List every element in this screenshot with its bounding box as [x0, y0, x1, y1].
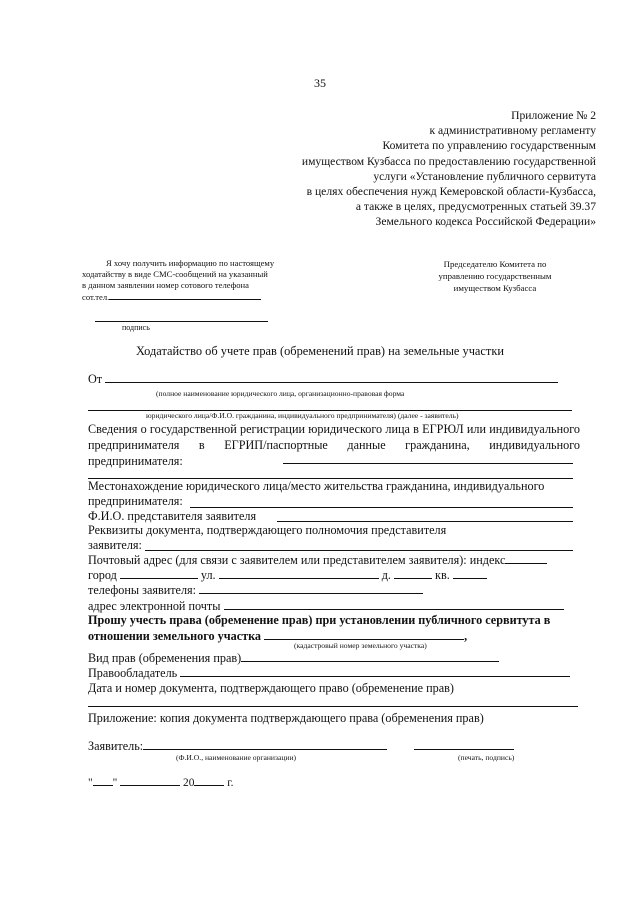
request-comma: ,	[464, 629, 468, 643]
document-title: Ходатайство об учете прав (обременений прав) на земельные участки	[136, 344, 504, 358]
phones-field[interactable]	[199, 581, 423, 594]
doc-date-field[interactable]	[88, 706, 578, 707]
year-suffix: г.	[227, 777, 234, 789]
appendix-line: имуществом Кузбасса по предоставлению государственной	[301, 154, 596, 168]
cadastral-caption: (кадастровый номер земельного участка)	[294, 641, 427, 650]
applicant-row	[88, 737, 514, 754]
rights-type-field[interactable]	[241, 649, 499, 662]
phones-row	[88, 581, 423, 598]
addressee-line: управлению государственным	[438, 271, 552, 281]
registration-field[interactable]	[283, 463, 573, 464]
location-line: Местонахождение юридического лица/место жительства гражданина, индивидуального	[88, 479, 545, 493]
request-line: Прошу учесть права (обременение прав) при установлении публичного сервитута в	[88, 613, 551, 627]
from-caption-2: юридического лица/Ф.И.О. гражданина, индивидуального предпринимателя) (далее - заявитель)	[146, 411, 459, 420]
holder-label: Правообладатель	[88, 666, 178, 680]
registration-text: Сведения о государственной регистрации юридического лица в ЕГРЮЛ или индивидуального предпринимателя в ЕГРИП/паспортные данные гражданина, индивидуального предпринимателя:	[88, 422, 580, 468]
day-field[interactable]	[93, 773, 113, 786]
attachment-text: Приложение: копия документа подтверждающего права (обременения прав)	[88, 711, 484, 725]
appendix-line: к административному регламенту	[429, 124, 596, 138]
sms-notice-line: в данном заявлении номер сотового телефона	[82, 280, 249, 290]
house-label: д.	[381, 568, 391, 582]
house-field[interactable]	[394, 566, 432, 579]
date-quote-close: "	[112, 777, 118, 789]
date-row	[88, 773, 234, 791]
holder-row	[88, 664, 570, 681]
from-caption: (полное наименование юридического лица, организационно-правовая форма	[156, 389, 405, 398]
apt-label: кв.	[435, 568, 450, 582]
applicant-field[interactable]	[143, 737, 387, 750]
appendix-line: Земельного кодекса Российской Федерации»	[375, 215, 596, 229]
cadastral-field[interactable]	[264, 627, 464, 640]
email-field[interactable]	[224, 597, 564, 610]
from-label: От	[88, 372, 103, 386]
phone-field[interactable]	[109, 291, 261, 300]
addressee-line: Председателю Комитета по	[443, 259, 547, 269]
holder-field[interactable]	[180, 664, 570, 677]
sms-phone-label: сот.тел.	[82, 292, 110, 302]
sms-notice-line: ходатайству в виде СМС-сообщений на указанный	[82, 269, 268, 279]
seal-field[interactable]	[414, 737, 514, 750]
street-field[interactable]	[219, 566, 379, 579]
date-quote-open: "	[88, 777, 93, 789]
sms-phone-row	[82, 291, 304, 303]
appendix-line: в целях обеспечения нужд Кемеровской области-Кузбасса,	[306, 185, 596, 199]
street-label: ул.	[200, 568, 216, 582]
doc-details-line: Реквизиты документа, подтверждающего полномочия представителя	[88, 523, 447, 537]
signature-caption: подпись	[122, 323, 150, 332]
doc-details-line: заявителя:	[88, 538, 142, 552]
from-row	[88, 370, 558, 387]
appendix-line: услуги «Установление публичного сервитута	[373, 169, 596, 183]
appendix-line: а также в целях, предусмотренных статьей 39.37	[355, 200, 596, 214]
city-field[interactable]	[120, 566, 198, 579]
appendix-line: Комитета по управлению государственным	[382, 139, 596, 153]
postal-label: Почтовый адрес (для связи с заявителем или представителем заявителя): индекс	[88, 553, 506, 567]
month-field[interactable]	[120, 773, 180, 786]
applicant-caption: (Ф.И.О., наименование организации)	[176, 753, 297, 762]
location-line: предпринимателя:	[88, 494, 183, 508]
sms-notice-line: Я хочу получить информацию по настоящему	[106, 258, 275, 268]
doc-date-label: Дата и номер документа, подтверждающего право (обременение прав)	[88, 681, 454, 695]
index-field[interactable]	[505, 551, 547, 564]
signature-field[interactable]	[95, 321, 268, 322]
phones-label: телефоны заявителя:	[88, 583, 197, 597]
page-number: 35	[314, 76, 326, 90]
rights-type-label: Вид прав (обременения прав)	[88, 651, 242, 665]
addressee	[420, 258, 570, 294]
applicant-label: Заявитель:	[88, 739, 144, 753]
city-label: город	[88, 568, 117, 582]
from-field[interactable]	[105, 370, 558, 383]
appendix-line: Приложение № 2	[511, 109, 596, 122]
appendix-header	[302, 108, 596, 230]
email-label: адрес электронной почты	[88, 599, 221, 613]
apt-field[interactable]	[453, 566, 487, 579]
year-field[interactable]	[194, 773, 224, 786]
addressee-line: имуществом Кузбасса	[453, 283, 537, 293]
request-label: отношении земельного участка	[88, 629, 262, 643]
year-prefix: 20	[183, 777, 195, 789]
sms-notice	[82, 258, 304, 303]
representative-label: Ф.И.О. представителя заявителя	[88, 509, 257, 523]
seal-caption: (печать, подпись)	[458, 753, 515, 762]
